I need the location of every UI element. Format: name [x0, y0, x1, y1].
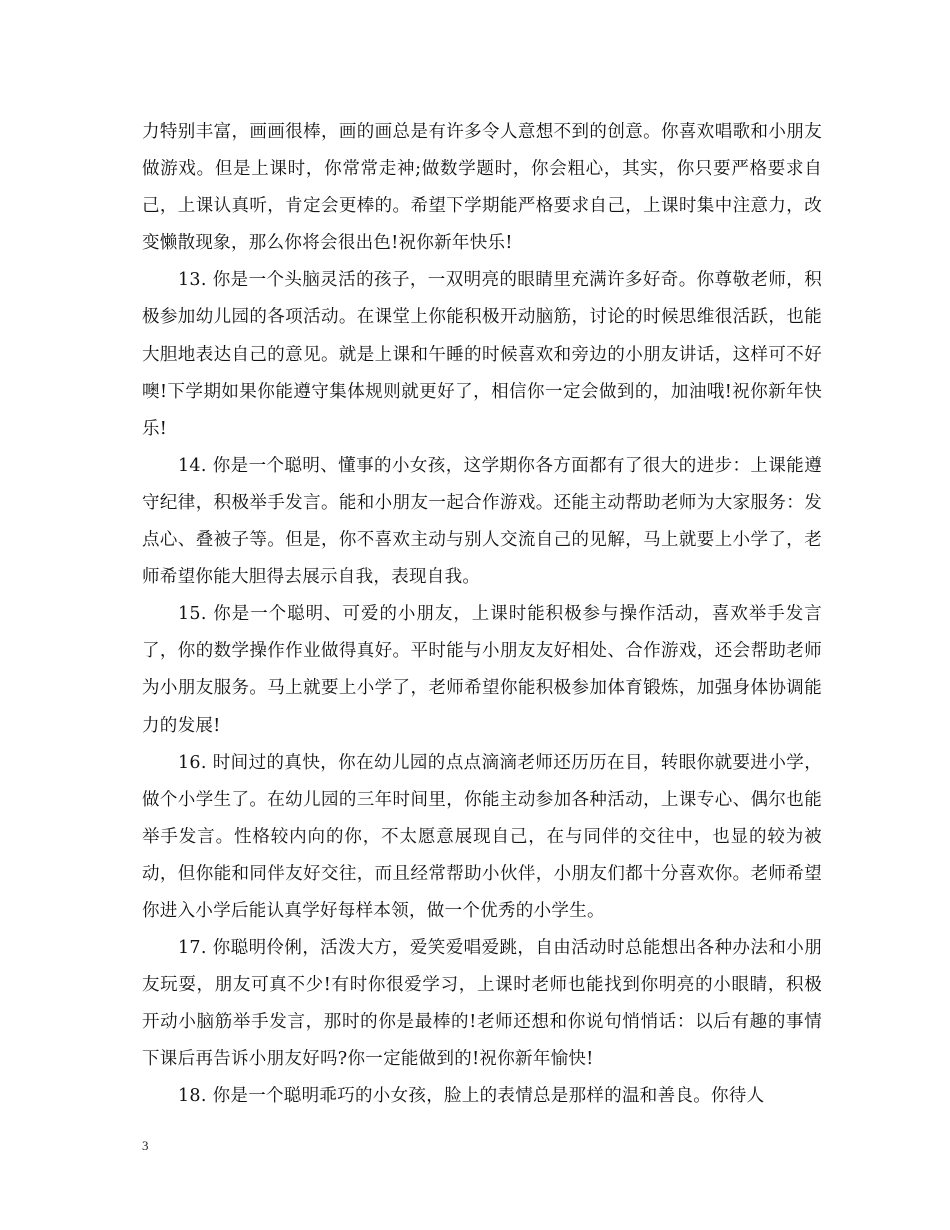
paragraph-15: 15. 你是一个聪明、可爱的小朋友，上课时能积极参与操作活动，喜欢举手发言了，你的数学操作作业做得真好。平时能与小朋友友好相处、合作游戏，还会帮助老师为小朋友服务。马上就要上小学了，老师希望你能积极参加体育锻炼，加强身体协调能力的发展!	[142, 604, 822, 736]
paragraph-12-continued: 力特别丰富，画画很棒，画的画总是有许多令人意想不到的创意。你喜欢唱歌和小朋友做游戏。但是上课时，你常常走神;做数学题时，你会粗心，其实，你只要严格要求自己，上课认真听，肯定会更棒的。希望下学期能严格要求自己，上课时集中注意力，改变懒散现象，那么你将会很出色!祝你新年快乐!	[142, 122, 822, 254]
paragraph-18: 18. 你是一个聪明乖巧的小女孩，脸上的表情总是那样的温和善良。你待人	[178, 1086, 765, 1107]
paragraph-14: 14. 你是一个聪明、懂事的小女孩，这学期你各方面都有了很大的进步：上课能遵守纪律，积极举手发言。能和小朋友一起合作游戏。还能主动帮助老师为大家服务：发点心、叠被子等。但是，你不喜欢主动与别人交流自己的见解，马上就要上小学了，老师希望你能大胆得去展示自我，表现自我。	[142, 455, 822, 588]
paragraph-16: 16. 时间过的真快，你在幼儿园的点点滴滴老师还历历在目，转眼你就要进小学，做个小学生了。在幼儿园的三年时间里，你能主动参加各种活动，上课专心、偶尔也能举手发言。性格较内向的你，不太愿意展现自己，在与同伴的交往中，也显的较为被动，但你能和同伴友好交往，而且经常帮助小伙伴，小朋友们都十分喜欢你。老师希望你进入小学后能认真学好每样本领，做一个优秀的小学生。	[142, 752, 822, 921]
page-number: 3	[142, 1138, 149, 1153]
paragraph-13: 13. 你是一个头脑灵活的孩子，一双明亮的眼睛里充满许多好奇。你尊敬老师，积极参加幼儿园的各项活动。在课堂上你能积极开动脑筋，讨论的时候思维很活跃，也能大胆地表达自己的意见。就是上课和午睡的时候喜欢和旁边的小朋友讲话，这样可不好噢!下学期如果你能遵守集体规则就更好了，相信你一定会做到的，加油哦!祝你新年快乐!	[142, 270, 822, 439]
page-body	[142, 114, 822, 1116]
paragraph-17: 17. 你聪明伶俐，活泼大方，爱笑爱唱爱跳，自由活动时总能想出各种办法和小朋友玩耍，朋友可真不少!有时你很爱学习，上课时老师也能找到你明亮的小眼睛，积极开动小脑筋举手发言，那时的你是最棒的!老师还想和你说句悄悄话：以后有趣的事情下课后再告诉小朋友好吗?你一定能做到的!祝你新年愉快!	[142, 938, 822, 1070]
